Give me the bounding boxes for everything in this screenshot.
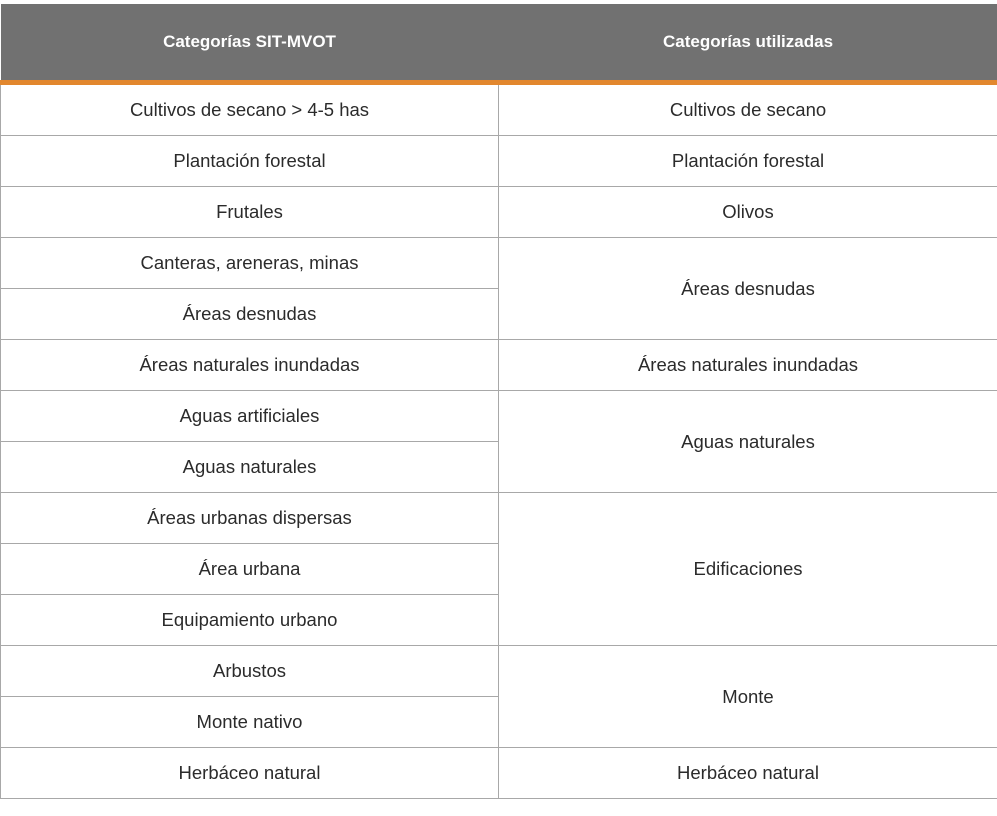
category-mapping-table bbox=[0, 4, 997, 799]
used-category-cell: Plantación forestal bbox=[499, 136, 997, 187]
table-row bbox=[1, 187, 997, 238]
used-category-cell: Áreas naturales inundadas bbox=[499, 340, 997, 391]
used-category-cell: Edificaciones bbox=[499, 493, 997, 646]
sit-category-cell: Áreas naturales inundadas bbox=[1, 340, 499, 391]
header-used-categories: Categorías utilizadas bbox=[499, 4, 997, 83]
table-row bbox=[1, 646, 997, 697]
header-row bbox=[1, 4, 997, 83]
sit-category-cell: Canteras, areneras, minas bbox=[1, 238, 499, 289]
table-header bbox=[1, 4, 997, 83]
sit-category-cell: Aguas naturales bbox=[1, 442, 499, 493]
table-row bbox=[1, 238, 997, 289]
table-row bbox=[1, 83, 997, 136]
sit-category-cell: Frutales bbox=[1, 187, 499, 238]
sit-category-cell: Herbáceo natural bbox=[1, 748, 499, 799]
table-row bbox=[1, 340, 997, 391]
sit-category-cell: Cultivos de secano > 4-5 has bbox=[1, 83, 499, 136]
sit-category-cell: Monte nativo bbox=[1, 697, 499, 748]
sit-category-cell: Área urbana bbox=[1, 544, 499, 595]
sit-category-cell: Equipamiento urbano bbox=[1, 595, 499, 646]
used-category-cell: Áreas desnudas bbox=[499, 238, 997, 340]
table-row bbox=[1, 493, 997, 544]
category-table-container bbox=[0, 4, 997, 799]
used-category-cell: Olivos bbox=[499, 187, 997, 238]
used-category-cell: Cultivos de secano bbox=[499, 83, 997, 136]
used-category-cell: Herbáceo natural bbox=[499, 748, 997, 799]
used-category-cell: Monte bbox=[499, 646, 997, 748]
sit-category-cell: Áreas desnudas bbox=[1, 289, 499, 340]
sit-category-cell: Áreas urbanas dispersas bbox=[1, 493, 499, 544]
table-row bbox=[1, 136, 997, 187]
sit-category-cell: Aguas artificiales bbox=[1, 391, 499, 442]
table-row bbox=[1, 391, 997, 442]
table-row bbox=[1, 748, 997, 799]
header-sit-mvot: Categorías SIT-MVOT bbox=[1, 4, 499, 83]
table-body bbox=[1, 83, 997, 799]
sit-category-cell: Plantación forestal bbox=[1, 136, 499, 187]
sit-category-cell: Arbustos bbox=[1, 646, 499, 697]
used-category-cell: Aguas naturales bbox=[499, 391, 997, 493]
